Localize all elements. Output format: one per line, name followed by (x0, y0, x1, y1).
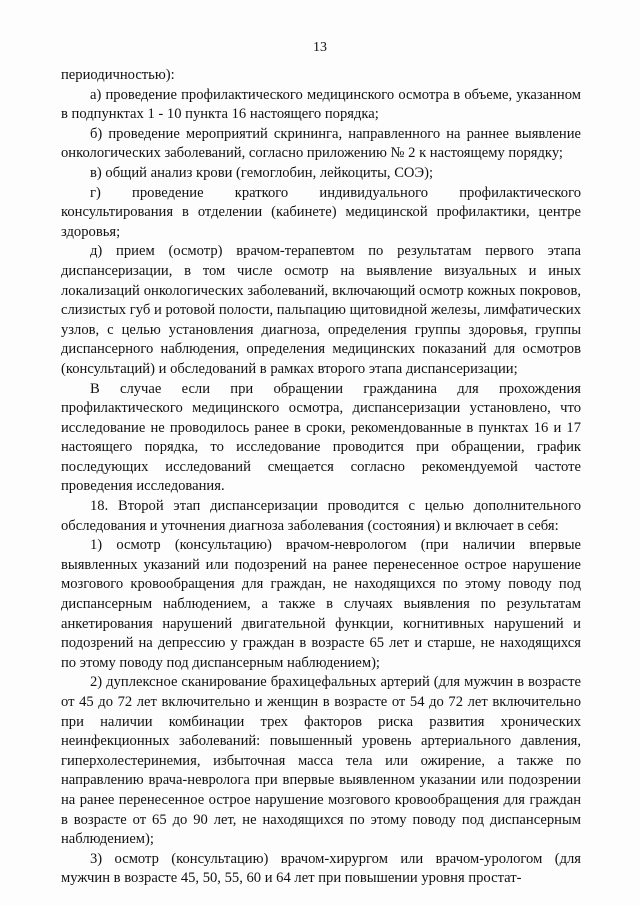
paragraph-section-18: 18. Второй этап диспансеризации проводится с целью дополнительного обследования и уточнения диагноза заболевания (состояния) и включает в себя: (61, 498, 581, 534)
paragraph-item-3: 3) осмотр (консультацию) врачом-хирургом или врачом-урологом (для мужчин в возрасте 45, 50, 55, 60 и 64 лет при повышении уровня простат- (61, 850, 581, 887)
document-body (61, 66, 581, 889)
paragraph-continuation: периодичностью): (61, 67, 175, 83)
paragraph-item-2: 2) дуплексное сканирование брахицефальных артерий (для мужчин в возрасте от 45 до 72 лет включительно и женщин в возрасте от 54 до 72 лет включительно при наличии комбинации трех факторов риска развития хронических неинфекционных заболеваний: повышенный уровень артериального давления, гиперхолестеринемия, избыточная масса тела или ожирение, а также по направлению врача-невролога при впервые выявленном указании или подозрении на ранее перенесенное острое нарушение мозгового кровообращения для граждан в возрасте от 65 до 90 лет, не находящихся по этому поводу под диспансерным наблюдением); (61, 674, 581, 848)
page-number: 13 (313, 40, 327, 55)
paragraph-item-1: 1) осмотр (консультацию) врачом-неврологом (при наличии впервые выявленных указаний или подозрений на ранее перенесенное острое нарушение мозгового кровообращения для граждан, не находящихся по этому поводу под диспансерным наблюдением, а также в случаях выявления по результатам анкетирования нарушений двигательной функции, когнитивных нарушений и подозрений на депрессию у граждан в возрасте 65 лет и старше, не находящихся по этому поводу под диспансерным наблюдением); (61, 537, 581, 671)
paragraph-item-g: г) проведение краткого индивидуального профилактического консультирования в отделении (кабинете) медицинской профилактики, центре здоровья; (61, 184, 581, 240)
paragraph-item-d: д) прием (осмотр) врачом-терапевтом по результатам первого этапа диспансеризации, в том числе осмотр на выявление визуальных и иных локализаций онкологических заболеваний, включающий осмотр кожных покровов, слизистых губ и ротовой полости, пальпацию щитовидной железы, лимфатических узлов, с целью установления диагноза, определения группы здоровья, группы диспансерного наблюдения, определения медицинских показаний для осмотров (консультаций) и обследований в рамках второго этапа диспансеризации; (61, 243, 581, 377)
paragraph-exception-note: В случае если при обращении гражданина для прохождения профилактического медицинского осмотра, диспансеризации установлено, что исследование не проводилось ранее в сроки, рекомендованные в пунктах 16 и 17 настоящего порядка, то исследование проводится при обращении, график последующих исследований смещается согласно рекомендуемой частоте проведения исследования. (61, 380, 581, 495)
paragraph-item-a: а) проведение профилактического медицинского осмотра в объеме, указанном в подпунктах 1 - 10 пункта 16 настоящего порядка; (61, 86, 581, 123)
paragraph-item-v: в) общий анализ крови (гемоглобин, лейкоциты, СОЭ); (90, 164, 434, 181)
paragraph-item-b: б) проведение мероприятий скрининга, направленного на раннее выявление онкологических заболеваний, согласно приложению № 2 к настоящему порядку; (61, 125, 581, 162)
